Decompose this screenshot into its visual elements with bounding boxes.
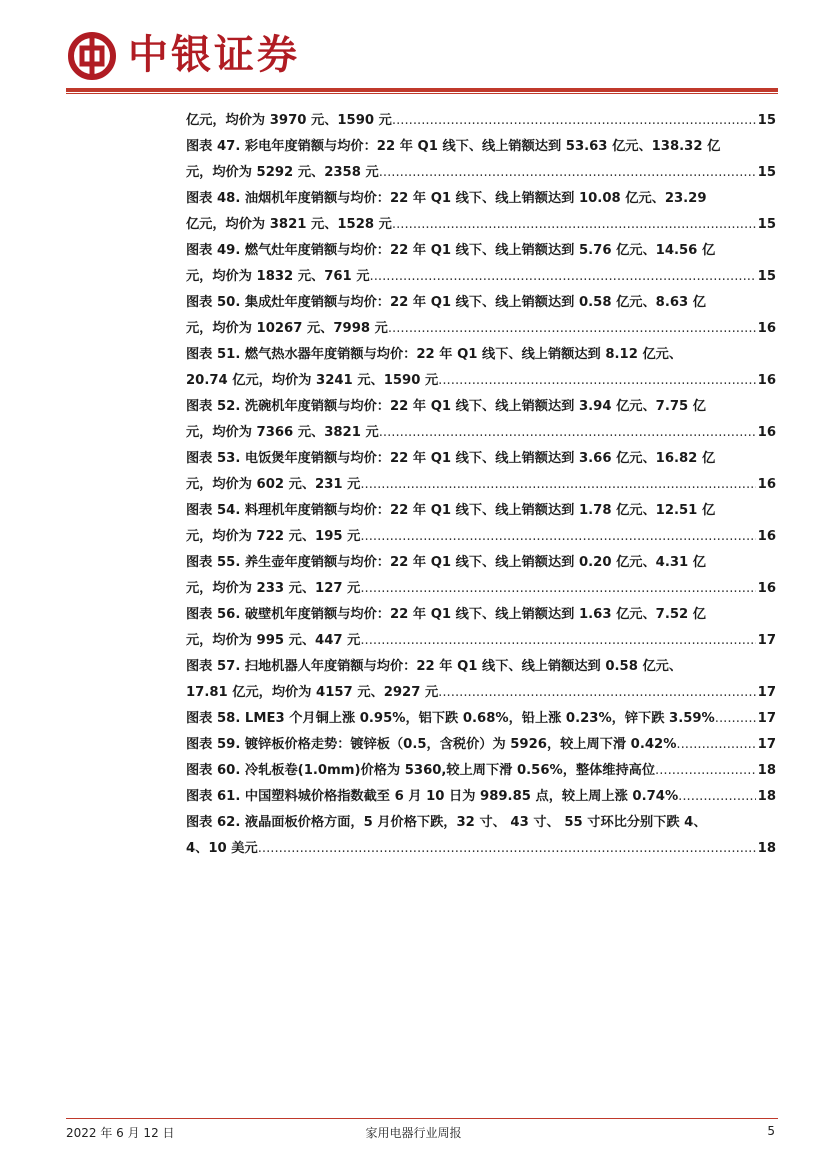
toc-entry-text: 亿元，均价为 3821 元、1528 元 <box>186 217 392 232</box>
toc-entry-text: 图表 54. 料理机年度销额与均价：22 年 Q1 线下、线上销额达到 1.78 亿元、12.51 亿 <box>186 503 716 518</box>
toc-entry-text: 图表 55. 养生壶年度销额与均价：22 年 Q1 线下、线上销额达到 0.20 亿元、4.31 亿 <box>186 555 706 570</box>
footer-title: 家用电器行业周报 <box>365 1126 462 1140</box>
toc-leader-dots <box>360 524 755 550</box>
toc-page-number: 16 <box>757 425 776 440</box>
toc-entry-text: 图表 61. 中国塑料城价格指数截至 6 月 10 日为 989.85 点，较上周上涨 0.74% <box>186 789 679 804</box>
toc-entry-last-line <box>186 160 776 186</box>
toc-page-number: 15 <box>757 165 776 180</box>
toc-leader-dots <box>379 160 756 186</box>
toc-entry-line <box>186 498 776 524</box>
toc-entry-text: 图表 47. 彩电年度销额与均价：22 年 Q1 线下、线上销额达到 53.63 亿元、138.32 亿 <box>186 139 721 154</box>
toc-leader-dots <box>678 784 755 810</box>
toc-entry-last-line <box>186 108 776 134</box>
header-rule-thin <box>66 93 778 94</box>
toc-entry-text: 20.74 亿元，均价为 3241 元、1590 元 <box>186 373 439 388</box>
toc-entry-last-line <box>186 576 776 602</box>
footer-rule <box>66 1118 778 1119</box>
toc-entry-line <box>186 394 776 420</box>
footer-date: 2022 年 6 月 12 日 <box>66 1126 175 1140</box>
toc-entry-text: 4、10 美元 <box>186 841 258 856</box>
toc-entry[interactable] <box>186 602 776 654</box>
toc-entry-text: 元，均价为 7366 元、3821 元 <box>186 425 379 440</box>
toc-entry-line <box>186 134 776 160</box>
toc-leader-dots <box>360 576 755 602</box>
toc-entry-line <box>186 550 776 576</box>
toc-entry-text: 图表 60. 冷轧板卷(1.0mm)价格为 5360,较上周下滑 0.56%，整体维持高位 <box>186 763 656 778</box>
toc-leader-dots <box>388 316 756 342</box>
toc-entry-last-line <box>186 420 776 446</box>
toc-entry-last-line <box>186 264 776 290</box>
toc-entry-text: 元，均价为 602 元、231 元 <box>186 477 361 492</box>
toc-entry[interactable] <box>186 186 776 238</box>
toc-entry-text: 元，均价为 995 元、447 元 <box>186 633 361 648</box>
toc-leader-dots <box>392 212 756 238</box>
toc-entry[interactable] <box>186 342 776 394</box>
toc-entry-text: 图表 49. 燃气灶年度销额与均价：22 年 Q1 线下、线上销额达到 5.76 亿元、14.56 亿 <box>186 243 716 258</box>
toc-page-number: 15 <box>757 113 776 128</box>
toc-entry-line <box>186 238 776 264</box>
table-of-contents <box>186 108 776 862</box>
toc-entry[interactable] <box>186 550 776 602</box>
toc-entry-line <box>186 342 776 368</box>
toc-entry-text: 亿元，均价为 3970 元、1590 元 <box>186 113 392 128</box>
toc-entry[interactable] <box>186 134 776 186</box>
toc-leader-dots <box>392 108 756 134</box>
toc-entry-text: 图表 62. 液晶面板价格方面，5 月价格下跌，32 寸、 43 寸、 55 寸环比分别下跌 4、 <box>186 815 707 830</box>
toc-page-number: 15 <box>757 217 776 232</box>
toc-entry-text: 图表 57. 扫地机器人年度销额与均价：22 年 Q1 线下、线上销额达到 0.58 亿元、 <box>186 659 683 674</box>
toc-entry-line <box>186 290 776 316</box>
toc-entry-line <box>186 446 776 472</box>
toc-entry-last-line <box>186 628 776 654</box>
toc-entry-text: 元，均价为 722 元、195 元 <box>186 529 361 544</box>
toc-entry-line <box>186 602 776 628</box>
toc-page-number: 17 <box>757 685 776 700</box>
toc-entry[interactable] <box>186 784 776 810</box>
toc-entry-text: 元，均价为 10267 元、7998 元 <box>186 321 388 336</box>
toc-entry-last-line <box>186 680 776 706</box>
toc-page-number: 15 <box>757 269 776 284</box>
toc-page-number: 17 <box>757 633 776 648</box>
toc-entry[interactable] <box>186 810 776 862</box>
toc-leader-dots <box>676 732 755 758</box>
toc-entry-last-line <box>186 524 776 550</box>
toc-leader-dots <box>655 758 756 784</box>
toc-entry-text: 17.81 亿元，均价为 4157 元、2927 元 <box>186 685 439 700</box>
toc-leader-dots <box>360 472 755 498</box>
toc-leader-dots <box>438 680 755 706</box>
toc-entry-text: 图表 51. 燃气热水器年度销额与均价：22 年 Q1 线下、线上销额达到 8.12 亿元、 <box>186 347 683 362</box>
toc-entry-line <box>186 810 776 836</box>
toc-page-number: 18 <box>757 789 776 804</box>
toc-page-number: 16 <box>757 373 776 388</box>
toc-entry[interactable] <box>186 394 776 446</box>
toc-entry-last-line <box>186 758 776 784</box>
toc-entry-last-line <box>186 212 776 238</box>
toc-entry[interactable] <box>186 108 776 134</box>
toc-entry[interactable] <box>186 706 776 732</box>
toc-page-number: 18 <box>757 841 776 856</box>
toc-entry-text: 图表 59. 镀锌板价格走势：镀锌板（0.5，含税价）为 5926，较上周下滑 0.42% <box>186 737 677 752</box>
toc-entry-last-line <box>186 706 776 732</box>
toc-entry-last-line <box>186 368 776 394</box>
toc-entry-text: 图表 50. 集成灶年度销额与均价：22 年 Q1 线下、线上销额达到 0.58 亿元、8.63 亿 <box>186 295 706 310</box>
toc-page-number: 16 <box>757 477 776 492</box>
toc-leader-dots <box>438 368 755 394</box>
toc-leader-dots <box>360 628 755 654</box>
toc-entry-text: 元，均价为 5292 元、2358 元 <box>186 165 379 180</box>
toc-entry[interactable] <box>186 446 776 498</box>
toc-page-number: 16 <box>757 529 776 544</box>
toc-entry-line <box>186 186 776 212</box>
toc-leader-dots <box>370 264 756 290</box>
toc-page-number: 17 <box>757 737 776 752</box>
toc-leader-dots <box>258 836 756 862</box>
toc-leader-dots <box>379 420 756 446</box>
toc-entry-last-line <box>186 472 776 498</box>
toc-entry-text: 图表 58. LME3 个月铜上涨 0.95%，铝下跌 0.68%，铅上涨 0.23%，锌下跌 3.59% <box>186 711 715 726</box>
brand-name: 中银证券 <box>128 31 300 78</box>
toc-entry-line <box>186 654 776 680</box>
toc-entry[interactable] <box>186 732 776 758</box>
toc-entry-last-line <box>186 732 776 758</box>
toc-entry[interactable] <box>186 498 776 550</box>
toc-entry-text: 图表 52. 洗碗机年度销额与均价：22 年 Q1 线下、线上销额达到 3.94 亿元、7.75 亿 <box>186 399 706 414</box>
toc-page-number: 16 <box>757 581 776 596</box>
toc-entry[interactable] <box>186 758 776 784</box>
toc-page-number: 17 <box>757 711 776 726</box>
toc-entry-last-line <box>186 836 776 862</box>
toc-entry-text: 图表 56. 破壁机年度销额与均价：22 年 Q1 线下、线上销额达到 1.63 亿元、7.52 亿 <box>186 607 706 622</box>
toc-entry-text: 图表 48. 油烟机年度销额与均价：22 年 Q1 线下、线上销额达到 10.08 亿元、23.29 <box>186 191 707 206</box>
toc-entry[interactable] <box>186 290 776 342</box>
toc-page-number: 18 <box>757 763 776 778</box>
toc-entry-last-line <box>186 784 776 810</box>
toc-entry[interactable] <box>186 654 776 706</box>
header-rule <box>66 88 778 92</box>
bank-of-china-logo-icon <box>68 32 116 80</box>
footer-page-number: 5 <box>767 1124 775 1138</box>
page-header <box>0 0 827 96</box>
toc-page-number: 16 <box>757 321 776 336</box>
toc-entry-last-line <box>186 316 776 342</box>
toc-leader-dots <box>715 706 756 732</box>
toc-entry-text: 元，均价为 233 元、127 元 <box>186 581 361 596</box>
toc-entry[interactable] <box>186 238 776 290</box>
toc-entry-text: 元，均价为 1832 元、761 元 <box>186 269 370 284</box>
toc-entry-text: 图表 53. 电饭煲年度销额与均价：22 年 Q1 线下、线上销额达到 3.66 亿元、16.82 亿 <box>186 451 716 466</box>
